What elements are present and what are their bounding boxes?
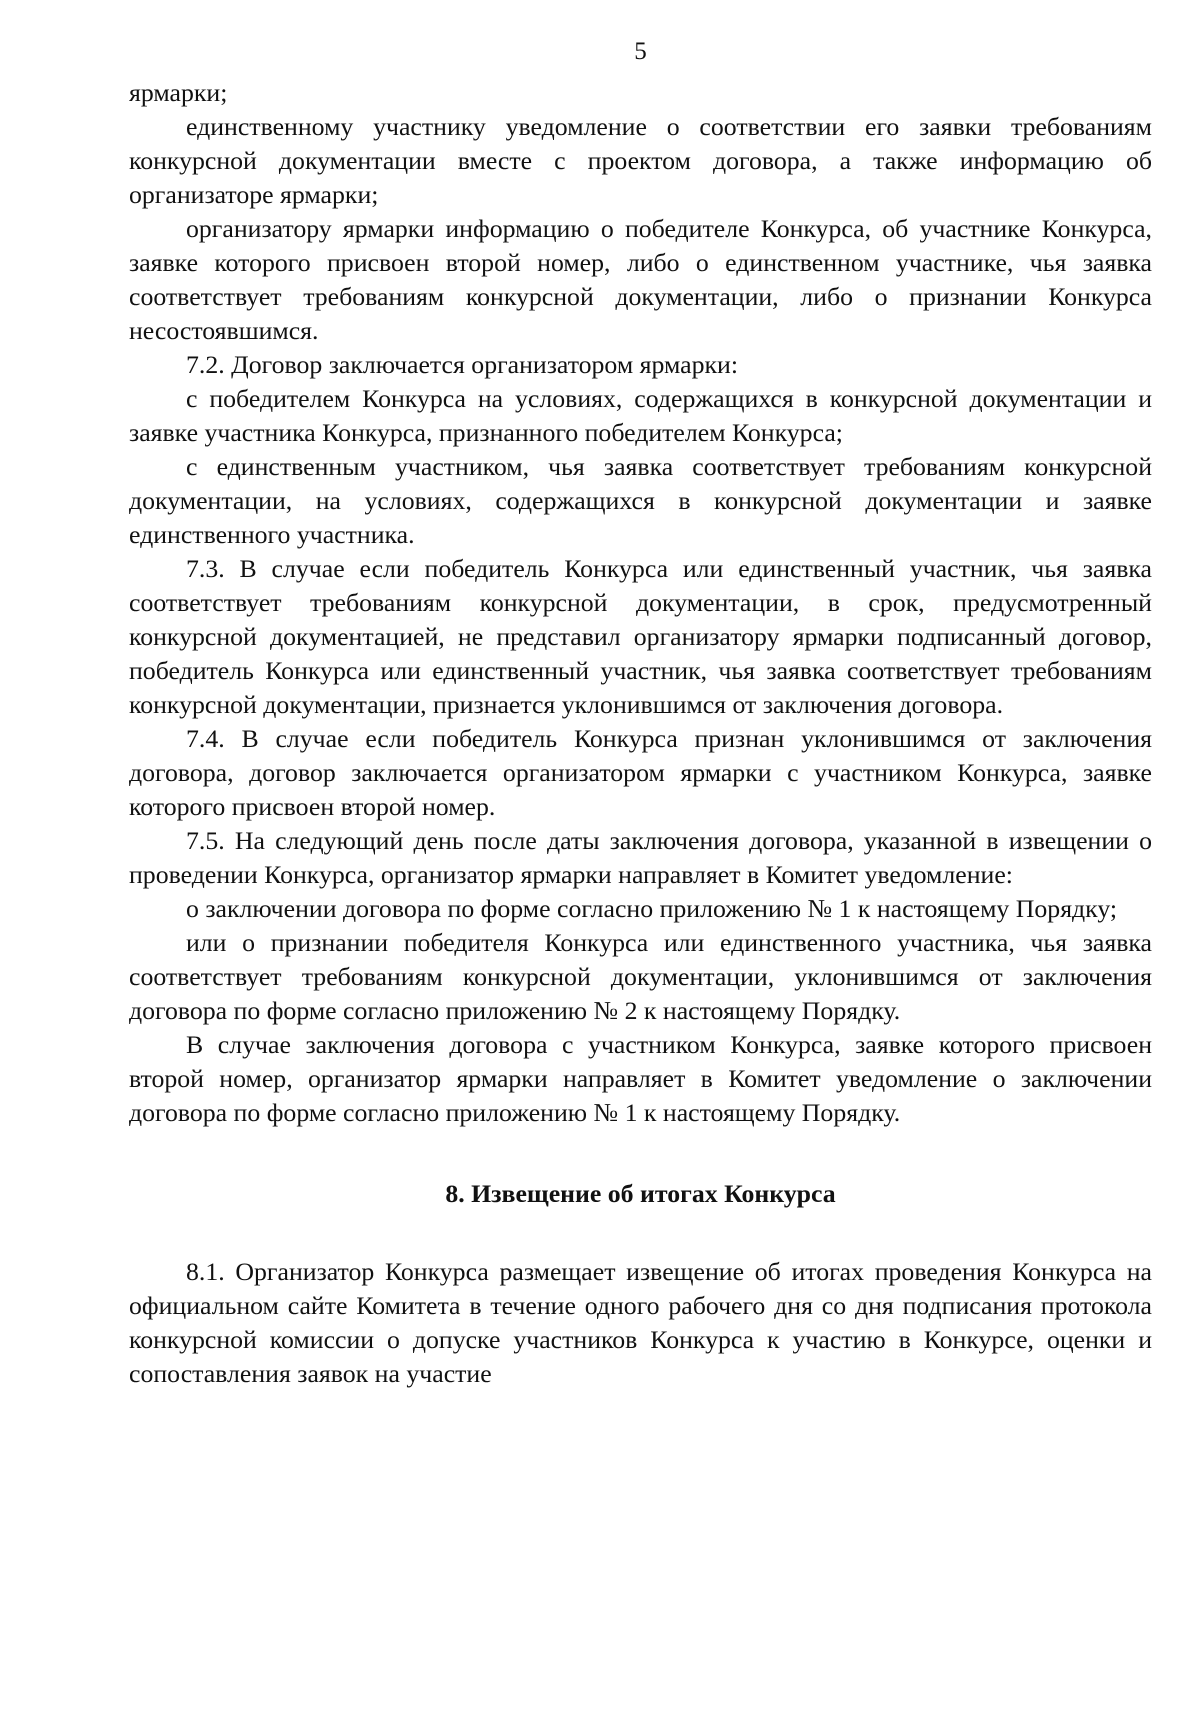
paragraph: ярмарки; [129, 78, 228, 107]
paragraph: 7.3. В случае если победитель Конкурса или единственный участник, чья заявка соответствует требованиям конкурсной документации, в срок, предусмотренный конкурсной документацией, не представил организатору ярмарки подписанный договор, победитель Конкурса или единственный участник, чья заявка соответствует требованиям конкурсной документации, признается уклонившимся от заключения договора. [129, 554, 1152, 719]
paragraph: 7.5. На следующий день после даты заключения договора, указанной в извещении о проведении Конкурса, организатор ярмарки направляет в Комитет уведомление: [129, 826, 1152, 889]
paragraph: В случае заключения договора с участником Конкурса, заявке которого присвоен второй номер, организатор ярмарки направляет в Комитет уведомление о заключении договора по форме согласно приложению № 1 к настоящему Порядку. [129, 1030, 1152, 1127]
page-number: 5 [634, 38, 647, 65]
paragraph: 8.1. Организатор Конкурса размещает извещение об итогах проведения Конкурса на официальном сайте Комитета в течение одного рабочего дня со дня подписания протокола конкурсной комиссии о допуске участников Конкурса к участию в Конкурсе, оценки и сопоставления заявок на участие [129, 1257, 1152, 1388]
section-heading: 8. Извещение об итогах Конкурса [445, 1179, 836, 1208]
paragraph: 7.4. В случае если победитель Конкурса признан уклонившимся от заключения договора, договор заключается организатором ярмарки с участником Конкурса, заявке которого присвоен второй номер. [129, 724, 1152, 821]
paragraph: с победителем Конкурса на условиях, содержащихся в конкурсной документации и заявке участника Конкурса, признанного победителем Конкурса; [129, 384, 1152, 447]
paragraph: или о признании победителя Конкурса или единственного участника, чья заявка соответствует требованиям конкурсной документации, уклонившимся от заключения договора по форме согласно приложению № 2 к настоящему Порядку. [129, 928, 1152, 1025]
paragraph: организатору ярмарки информацию о победителе Конкурса, об участнике Конкурса, заявке которого присвоен второй номер, либо о единственном участнике, чья заявка соответствует требованиям конкурсной документации, либо о признании Конкурса несостоявшимся. [129, 214, 1152, 345]
paragraph: о заключении договора по форме согласно приложению № 1 к настоящему Порядку; [186, 894, 1118, 923]
paragraph: 7.2. Договор заключается организатором ярмарки: [186, 350, 738, 379]
paragraph: единственному участнику уведомление о соответствии его заявки требованиям конкурсной документации вместе с проектом договора, а также информацию об организаторе ярмарки; [129, 112, 1152, 209]
paragraph: с единственным участником, чья заявка соответствует требованиям конкурсной документации, на условиях, содержащихся в конкурсной документации и заявке единственного участника. [129, 452, 1152, 549]
